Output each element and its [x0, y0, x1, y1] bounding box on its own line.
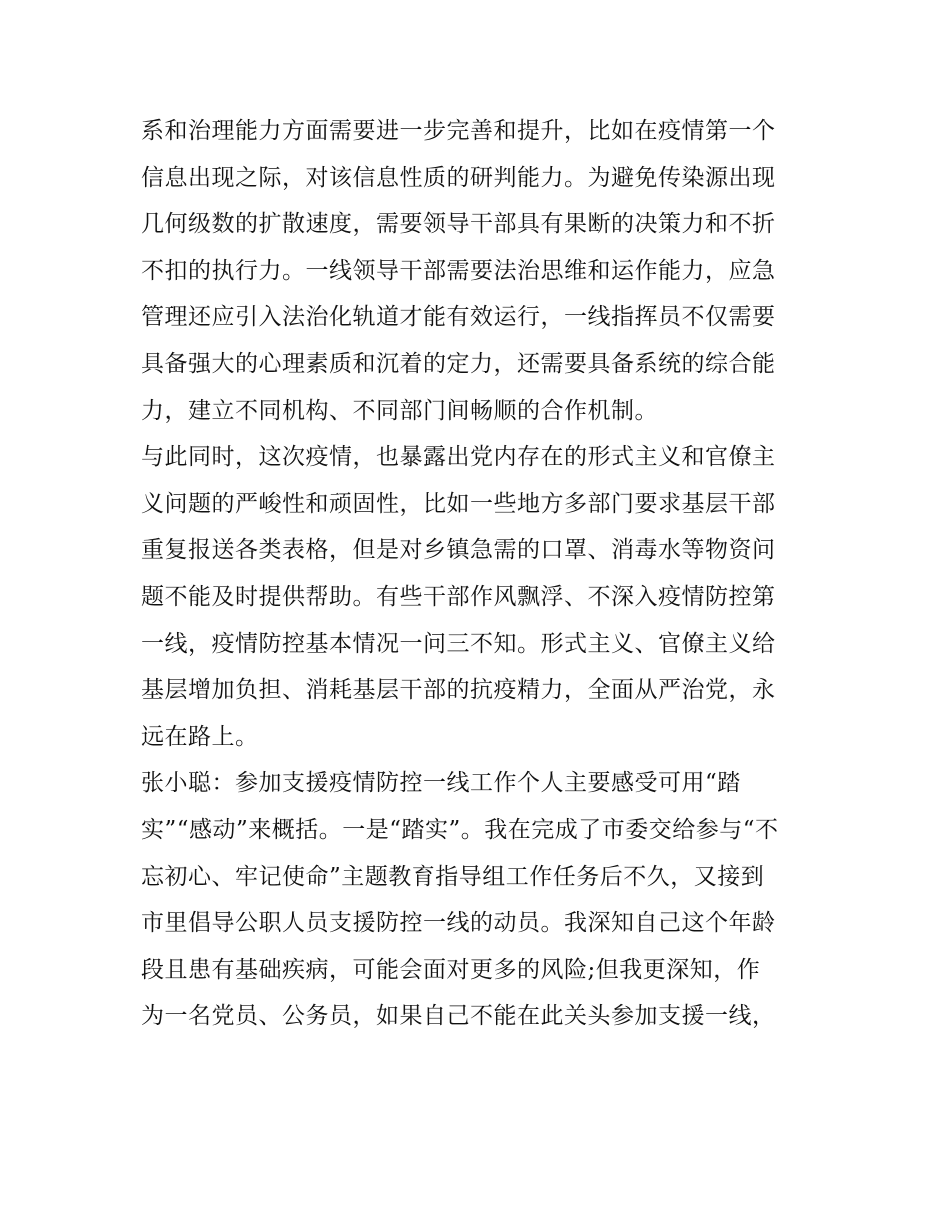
text-line: 管理还应引入法治化轨道才能有效运行，一线指挥员不仅需要 [141, 304, 776, 331]
text-line: 几何级数的扩散速度，需要领导干部具有果断的决策力和不折 [141, 211, 776, 238]
text-line: 张小聪：参加支援疫情防控一线工作个人主要感受可用“踏 [141, 770, 741, 797]
text-line: 为一名党员、公务员，如果自己不能在此关头参加支援一线， [141, 1003, 776, 1030]
text-line: 一线，疫情防控基本情况一问三不知。形式主义、官僚主义给 [141, 630, 776, 657]
text-line: 力，建立不同机构、不同部门间畅顺的合作机制。 [141, 397, 658, 424]
text-line: 基层增加负担、消耗基层干部的抗疫精力，全面从严治党，永 [141, 677, 776, 704]
text-line: 具备强大的心理素质和沉着的定力，还需要具备系统的综合能 [141, 350, 776, 377]
text-line: 忘初心、牢记使命”主题教育指导组工作任务后不久，又接到 [141, 863, 765, 890]
text-line: 义问题的严峻性和顽固性，比如一些地方多部门要求基层干部 [141, 490, 776, 517]
text-line: 题不能及时提供帮助。有些干部作风飘浮、不深入疫情防控第 [141, 583, 776, 610]
text-line: 远在路上。 [141, 723, 259, 750]
text-line: 实”“感动”来概括。一是“踏实”。我在完成了市委交给参与“不 [141, 816, 779, 843]
text-line: 信息出现之际，对该信息性质的研判能力。为避免传染源出现 [141, 164, 776, 191]
text-line: 不扣的执行力。一线领导干部需要法治思维和运作能力，应急 [141, 257, 776, 284]
text-line: 与此同时，这次疫情，也暴露出党内存在的形式主义和官僚主 [141, 444, 776, 471]
text-line: 重复报送各类表格，但是对乡镇急需的口罩、消毒水等物资问 [141, 537, 776, 564]
text-line: 段且患有基础疾病，可能会面对更多的风险;但我更深知，作 [141, 956, 761, 983]
text-line: 市里倡导公职人员支援防控一线的动员。我深知自己这个年龄 [141, 910, 776, 937]
body-text [141, 108, 821, 1040]
text-line: 系和治理能力方面需要进一步完善和提升，比如在疫情第一个 [141, 118, 776, 144]
